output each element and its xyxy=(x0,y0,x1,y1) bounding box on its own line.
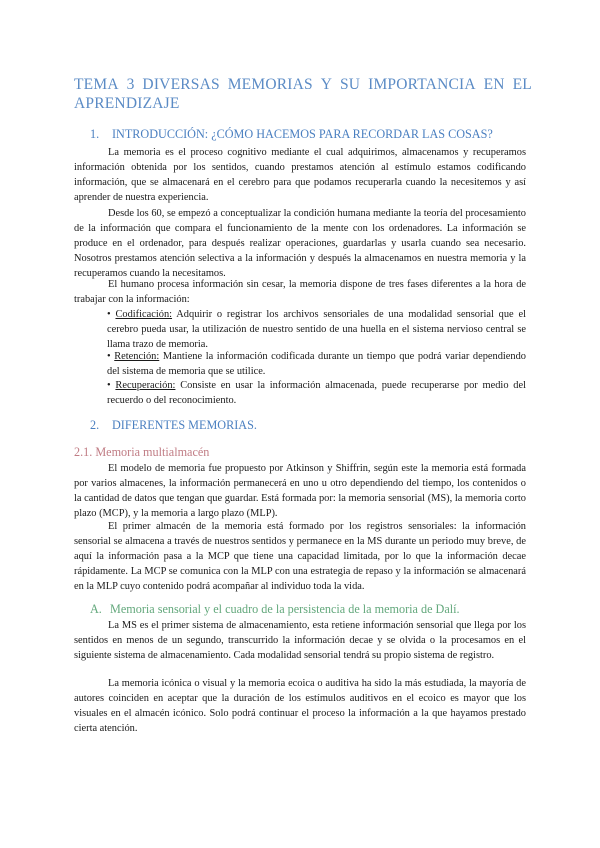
subsection-a-number: A. xyxy=(90,602,102,616)
section-1-title: INTRODUCCIÓN: ¿CÓMO HACEMOS PARA RECORDAR LAS COSAS? xyxy=(112,127,493,141)
list-item-term: Recuperación: xyxy=(115,380,176,391)
section-2-heading xyxy=(90,418,257,433)
section-2-title: DIFERENTES MEMORIAS. xyxy=(112,418,257,432)
subsection-2-1-paragraph-2: El primer almacén de la memoria está formado por los registros sensoriales: la información sensorial se almacena a través de nuestros sentidos y permanece en la MS durante un periodo muy breve, de aquí la información pasa a la MCP que tiene una capacidad limitada, por lo que la información decae rápidamente. La MCP se comunica con la MLP con una estrategia de repaso y la información se almacenará en la MLP cuyo contenido podrá acompañar al individuo toda la vida. xyxy=(74,521,526,592)
section-1-paragraph-3: El humano procesa información sin cesar, la memoria dispone de tres fases diferentes a la hora de trabajar con la información: xyxy=(74,279,526,305)
list-item-retencion xyxy=(107,349,526,379)
list-item-codificacion xyxy=(107,307,526,352)
list-item-recuperacion xyxy=(107,378,526,408)
section-2-number: 2. xyxy=(90,418,100,432)
list-item-text: Consiste en usar la información almacenada, puede recuperarse por medio del recuerdo o del reconocimiento. xyxy=(107,380,526,406)
subsection-2-1-heading: 2.1. Memoria multialmacén xyxy=(74,445,210,459)
subsection-a-paragraph-1: La MS es el primer sistema de almacenamiento, esta retiene información sensorial que llega por los sentidos en menos de un segundo, transcurrido la información decae y se olvida o la procesamos en el siguiente sistema de almacenamiento. Cada modalidad sensorial tendrá su propio sistema de registro. xyxy=(74,620,526,661)
list-item-text: Adquirir o registrar los archivos sensoriales de una modalidad sensorial que el cerebro pueda usar, la utilización de nuestro sentido de una huella en el sistema nervioso central se llama trazo de memoria. xyxy=(107,309,526,350)
section-1-paragraph-1: La memoria es el proceso cognitivo mediante el cual adquirimos, almacenamos y recuperamos información obtenida por los sentidos, cuando prestamos atención al estímulo estamos codificando información, que se almacenará en el cerebro para que podamos recuperarla cuando la necesitemos y así aprender de nuestra experiencia. xyxy=(74,147,526,203)
bullet-symbol: • xyxy=(107,351,111,362)
section-1-paragraph-2: Desde los 60, se empezó a conceptualizar la condición humana mediante la teoría del procesamiento de la información que compara el funcionamiento de la mente con los ordenadores. La información se produce en el ordenador, para después realizar operaciones, guardarlas y usarla cuando sea necesario. Nosotros prestamos atención selectiva a la información y después la almacenamos en nuestra memoria y la recuperamos cuando la necesitamos. xyxy=(74,208,526,279)
document-title xyxy=(74,75,532,113)
subsection-a-paragraph-2: La memoria icónica o visual y la memoria ecoica o auditiva ha sido la más estudiada, la mayoría de autores coinciden en aceptar que la duración de los estímulos auditivos en el ecoico es mayor que los visuales en el almacén icónico. Solo podrá continuar el proceso la información a la que hayamos prestado cierta atención. xyxy=(74,678,526,734)
list-item-term: Codificación: xyxy=(115,309,173,320)
list-item-term: Retención: xyxy=(114,351,160,362)
subsection-a-heading xyxy=(90,602,460,617)
subsection-2-1-paragraph-1: El modelo de memoria fue propuesto por Atkinson y Shiffrin, según este la memoria está formada por varios almacenes, la información permanecerá en uno u otro dependiendo del tiempo, los contenidos o la cantidad de datos que tengan que guardar. Está formada por: la memoria sensorial (MS), la memoria corto plazo (MCP), y la memoria a largo plazo (MLP). xyxy=(74,463,526,519)
list-item-text: Mantiene la información codificada durante un tiempo que podrá variar dependiendo del sistema de memoria que se utilice. xyxy=(107,351,526,377)
subsection-a-title: Memoria sensorial y el cuadro de la persistencia de la memoria de Dalí. xyxy=(110,602,460,616)
bullet-symbol: • xyxy=(107,309,111,320)
bullet-symbol: • xyxy=(107,380,111,391)
section-1-heading xyxy=(90,127,493,142)
document-title-line-1: TEMA 3 DIVERSAS MEMORIAS Y SU IMPORTANCIA EN EL xyxy=(74,76,532,93)
document-title-line-2: APRENDIZAJE xyxy=(74,95,180,112)
section-1-number: 1. xyxy=(90,127,100,141)
